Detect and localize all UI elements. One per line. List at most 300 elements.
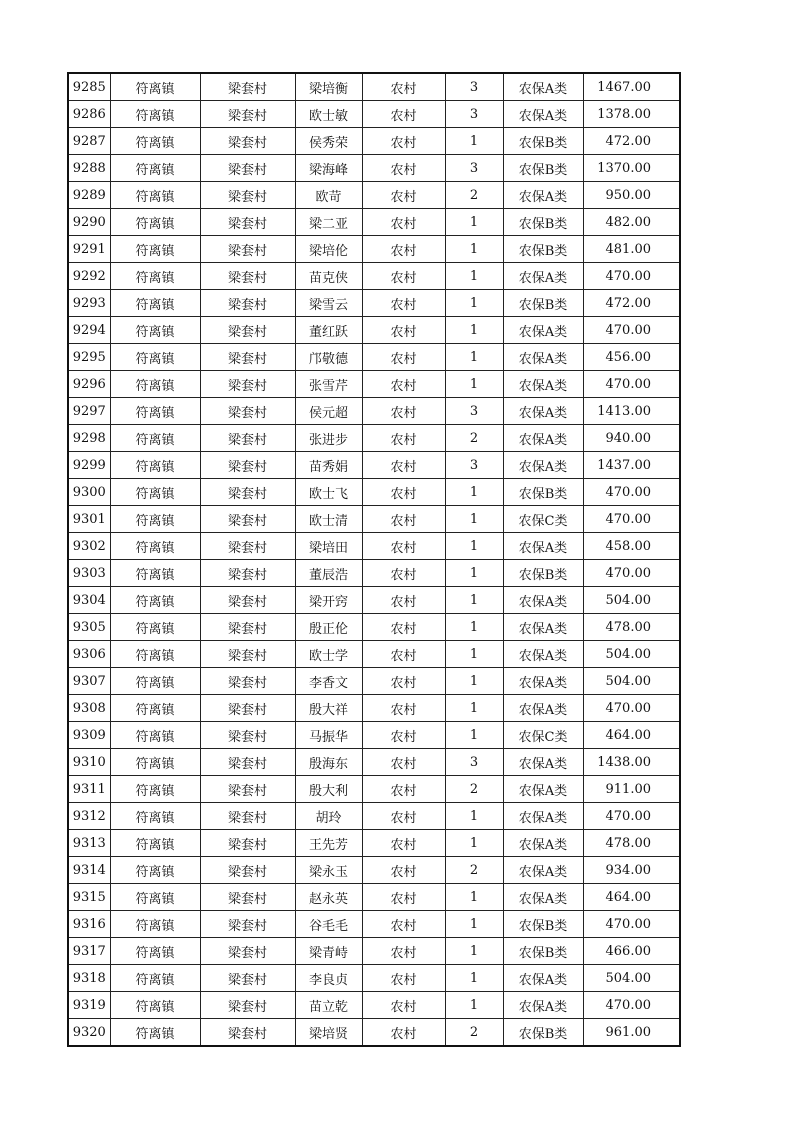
cell-town: 符离镇: [110, 776, 200, 803]
table-row: [68, 884, 680, 911]
cell-town: 符离镇: [110, 641, 200, 668]
cell-town: 符离镇: [110, 398, 200, 425]
cell-id: 9300: [68, 479, 110, 506]
cell-town: 符离镇: [110, 209, 200, 236]
cell-type: 农村: [362, 884, 445, 911]
cell-town: 符离镇: [110, 587, 200, 614]
cell-amount: 1413.00: [583, 398, 680, 425]
cell-amount: 478.00: [583, 614, 680, 641]
cell-village: 梁套村: [200, 344, 295, 371]
cell-count: 3: [445, 749, 503, 776]
cell-type: 农村: [362, 749, 445, 776]
cell-count: 1: [445, 479, 503, 506]
cell-name: 梁雪云: [295, 290, 362, 317]
cell-name: 梁永玉: [295, 857, 362, 884]
cell-amount: 470.00: [583, 317, 680, 344]
table-row: [68, 371, 680, 398]
cell-town: 符离镇: [110, 992, 200, 1019]
cell-count: 2: [445, 182, 503, 209]
cell-name: 李良贞: [295, 965, 362, 992]
cell-amount: 940.00: [583, 425, 680, 452]
table-body: [68, 73, 680, 1046]
cell-town: 符离镇: [110, 1019, 200, 1047]
cell-village: 梁套村: [200, 73, 295, 101]
cell-count: 1: [445, 290, 503, 317]
cell-village: 梁套村: [200, 479, 295, 506]
table-row: [68, 128, 680, 155]
table-row: [68, 155, 680, 182]
cell-name: 苗立乾: [295, 992, 362, 1019]
cell-name: 梁开窍: [295, 587, 362, 614]
cell-name: 殷正伦: [295, 614, 362, 641]
cell-name: 梁青峙: [295, 938, 362, 965]
cell-town: 符离镇: [110, 695, 200, 722]
cell-count: 1: [445, 965, 503, 992]
cell-type: 农村: [362, 479, 445, 506]
cell-village: 梁套村: [200, 830, 295, 857]
cell-amount: 504.00: [583, 587, 680, 614]
cell-amount: 1370.00: [583, 155, 680, 182]
cell-count: 1: [445, 884, 503, 911]
cell-name: 欧士清: [295, 506, 362, 533]
cell-village: 梁套村: [200, 236, 295, 263]
table-row: [68, 1019, 680, 1047]
cell-type: 农村: [362, 236, 445, 263]
cell-category: 农保A类: [503, 182, 583, 209]
cell-category: 农保A类: [503, 857, 583, 884]
cell-id: 9308: [68, 695, 110, 722]
table-row: [68, 830, 680, 857]
table-row: [68, 641, 680, 668]
table-row: [68, 803, 680, 830]
cell-type: 农村: [362, 155, 445, 182]
cell-id: 9294: [68, 317, 110, 344]
cell-town: 符离镇: [110, 182, 200, 209]
cell-type: 农村: [362, 614, 445, 641]
cell-id: 9298: [68, 425, 110, 452]
cell-category: 农保A类: [503, 776, 583, 803]
cell-village: 梁套村: [200, 533, 295, 560]
cell-amount: 1378.00: [583, 101, 680, 128]
cell-category: 农保A类: [503, 344, 583, 371]
cell-type: 农村: [362, 857, 445, 884]
cell-type: 农村: [362, 830, 445, 857]
cell-village: 梁套村: [200, 992, 295, 1019]
cell-id: 9297: [68, 398, 110, 425]
cell-count: 1: [445, 938, 503, 965]
cell-type: 农村: [362, 560, 445, 587]
cell-count: 1: [445, 533, 503, 560]
cell-amount: 464.00: [583, 722, 680, 749]
cell-category: 农保A类: [503, 614, 583, 641]
cell-village: 梁套村: [200, 938, 295, 965]
cell-category: 农保A类: [503, 452, 583, 479]
cell-village: 梁套村: [200, 425, 295, 452]
cell-id: 9305: [68, 614, 110, 641]
cell-count: 1: [445, 236, 503, 263]
cell-amount: 470.00: [583, 479, 680, 506]
table-row: [68, 73, 680, 101]
cell-type: 农村: [362, 938, 445, 965]
cell-village: 梁套村: [200, 155, 295, 182]
table-row: [68, 722, 680, 749]
table-row: [68, 776, 680, 803]
cell-type: 农村: [362, 1019, 445, 1047]
cell-id: 9318: [68, 965, 110, 992]
cell-id: 9296: [68, 371, 110, 398]
cell-amount: 961.00: [583, 1019, 680, 1047]
cell-category: 农保B类: [503, 236, 583, 263]
cell-name: 梁培衡: [295, 73, 362, 101]
cell-town: 符离镇: [110, 290, 200, 317]
cell-name: 谷毛毛: [295, 911, 362, 938]
cell-village: 梁套村: [200, 668, 295, 695]
cell-type: 农村: [362, 641, 445, 668]
cell-count: 1: [445, 587, 503, 614]
cell-type: 农村: [362, 452, 445, 479]
table-row: [68, 317, 680, 344]
cell-category: 农保B类: [503, 911, 583, 938]
cell-category: 农保A类: [503, 533, 583, 560]
cell-village: 梁套村: [200, 290, 295, 317]
cell-id: 9307: [68, 668, 110, 695]
cell-category: 农保A类: [503, 641, 583, 668]
cell-village: 梁套村: [200, 695, 295, 722]
cell-id: 9320: [68, 1019, 110, 1047]
cell-village: 梁套村: [200, 452, 295, 479]
table-row: [68, 668, 680, 695]
table-row: [68, 749, 680, 776]
cell-count: 1: [445, 911, 503, 938]
cell-name: 殷大利: [295, 776, 362, 803]
cell-village: 梁套村: [200, 182, 295, 209]
table-row: [68, 344, 680, 371]
data-table: [67, 72, 681, 1047]
cell-amount: 470.00: [583, 992, 680, 1019]
cell-amount: 1437.00: [583, 452, 680, 479]
cell-category: 农保A类: [503, 398, 583, 425]
cell-category: 农保B类: [503, 209, 583, 236]
cell-town: 符离镇: [110, 884, 200, 911]
table-row: [68, 506, 680, 533]
cell-town: 符离镇: [110, 263, 200, 290]
cell-id: 9292: [68, 263, 110, 290]
cell-town: 符离镇: [110, 344, 200, 371]
cell-count: 1: [445, 668, 503, 695]
cell-amount: 470.00: [583, 371, 680, 398]
table-row: [68, 965, 680, 992]
cell-type: 农村: [362, 101, 445, 128]
cell-type: 农村: [362, 398, 445, 425]
table-row: [68, 398, 680, 425]
table-row: [68, 614, 680, 641]
cell-amount: 1467.00: [583, 73, 680, 101]
cell-village: 梁套村: [200, 722, 295, 749]
cell-count: 3: [445, 452, 503, 479]
cell-town: 符离镇: [110, 857, 200, 884]
cell-name: 梁海峰: [295, 155, 362, 182]
cell-amount: 504.00: [583, 965, 680, 992]
cell-id: 9286: [68, 101, 110, 128]
cell-amount: 911.00: [583, 776, 680, 803]
cell-town: 符离镇: [110, 317, 200, 344]
cell-category: 农保A类: [503, 695, 583, 722]
cell-category: 农保A类: [503, 668, 583, 695]
cell-type: 农村: [362, 317, 445, 344]
cell-amount: 478.00: [583, 830, 680, 857]
cell-type: 农村: [362, 128, 445, 155]
cell-type: 农村: [362, 73, 445, 101]
cell-id: 9315: [68, 884, 110, 911]
cell-category: 农保B类: [503, 290, 583, 317]
cell-name: 侯秀荣: [295, 128, 362, 155]
cell-id: 9303: [68, 560, 110, 587]
cell-amount: 470.00: [583, 803, 680, 830]
cell-village: 梁套村: [200, 965, 295, 992]
cell-village: 梁套村: [200, 209, 295, 236]
cell-id: 9311: [68, 776, 110, 803]
cell-amount: 482.00: [583, 209, 680, 236]
cell-village: 梁套村: [200, 128, 295, 155]
cell-town: 符离镇: [110, 479, 200, 506]
cell-name: 梁二亚: [295, 209, 362, 236]
table-row: [68, 209, 680, 236]
cell-category: 农保A类: [503, 992, 583, 1019]
cell-count: 1: [445, 506, 503, 533]
cell-village: 梁套村: [200, 560, 295, 587]
cell-town: 符离镇: [110, 803, 200, 830]
cell-id: 9306: [68, 641, 110, 668]
cell-id: 9301: [68, 506, 110, 533]
cell-count: 1: [445, 803, 503, 830]
cell-count: 2: [445, 425, 503, 452]
cell-town: 符离镇: [110, 236, 200, 263]
cell-amount: 470.00: [583, 263, 680, 290]
cell-category: 农保B类: [503, 479, 583, 506]
cell-name: 董辰浩: [295, 560, 362, 587]
cell-type: 农村: [362, 371, 445, 398]
cell-village: 梁套村: [200, 641, 295, 668]
table-row: [68, 533, 680, 560]
cell-amount: 1438.00: [583, 749, 680, 776]
cell-amount: 472.00: [583, 128, 680, 155]
cell-category: 农保A类: [503, 73, 583, 101]
cell-id: 9312: [68, 803, 110, 830]
cell-id: 9319: [68, 992, 110, 1019]
cell-name: 梁培田: [295, 533, 362, 560]
cell-amount: 470.00: [583, 695, 680, 722]
cell-category: 农保A类: [503, 803, 583, 830]
cell-category: 农保A类: [503, 749, 583, 776]
cell-name: 欧士飞: [295, 479, 362, 506]
cell-village: 梁套村: [200, 776, 295, 803]
cell-category: 农保A类: [503, 371, 583, 398]
cell-count: 1: [445, 695, 503, 722]
cell-name: 马振华: [295, 722, 362, 749]
cell-id: 9290: [68, 209, 110, 236]
cell-id: 9299: [68, 452, 110, 479]
table-row: [68, 236, 680, 263]
cell-count: 2: [445, 1019, 503, 1047]
table-row: [68, 587, 680, 614]
cell-type: 农村: [362, 533, 445, 560]
table-row: [68, 992, 680, 1019]
cell-count: 2: [445, 776, 503, 803]
cell-type: 农村: [362, 209, 445, 236]
cell-id: 9291: [68, 236, 110, 263]
cell-id: 9287: [68, 128, 110, 155]
cell-amount: 481.00: [583, 236, 680, 263]
cell-name: 董红跃: [295, 317, 362, 344]
cell-village: 梁套村: [200, 1019, 295, 1047]
cell-village: 梁套村: [200, 506, 295, 533]
cell-count: 1: [445, 263, 503, 290]
cell-town: 符离镇: [110, 722, 200, 749]
cell-town: 符离镇: [110, 668, 200, 695]
cell-amount: 456.00: [583, 344, 680, 371]
table-row: [68, 263, 680, 290]
cell-type: 农村: [362, 182, 445, 209]
cell-name: 张进步: [295, 425, 362, 452]
cell-count: 1: [445, 317, 503, 344]
cell-id: 9293: [68, 290, 110, 317]
cell-count: 1: [445, 992, 503, 1019]
cell-count: 1: [445, 344, 503, 371]
cell-count: 1: [445, 128, 503, 155]
cell-town: 符离镇: [110, 614, 200, 641]
table-row: [68, 182, 680, 209]
cell-amount: 458.00: [583, 533, 680, 560]
cell-amount: 470.00: [583, 506, 680, 533]
cell-category: 农保A类: [503, 965, 583, 992]
cell-id: 9295: [68, 344, 110, 371]
cell-amount: 504.00: [583, 641, 680, 668]
cell-type: 农村: [362, 776, 445, 803]
cell-name: 邝敬德: [295, 344, 362, 371]
cell-village: 梁套村: [200, 803, 295, 830]
table-row: [68, 938, 680, 965]
table-row: [68, 911, 680, 938]
cell-count: 1: [445, 209, 503, 236]
cell-name: 殷大祥: [295, 695, 362, 722]
cell-town: 符离镇: [110, 911, 200, 938]
cell-count: 1: [445, 371, 503, 398]
cell-town: 符离镇: [110, 965, 200, 992]
cell-category: 农保B类: [503, 128, 583, 155]
cell-category: 农保C类: [503, 722, 583, 749]
cell-category: 农保A类: [503, 101, 583, 128]
cell-town: 符离镇: [110, 506, 200, 533]
cell-village: 梁套村: [200, 614, 295, 641]
cell-amount: 470.00: [583, 560, 680, 587]
cell-name: 殷海东: [295, 749, 362, 776]
cell-name: 梁培伦: [295, 236, 362, 263]
cell-category: 农保A类: [503, 425, 583, 452]
cell-amount: 950.00: [583, 182, 680, 209]
cell-category: 农保B类: [503, 155, 583, 182]
cell-category: 农保B类: [503, 560, 583, 587]
cell-count: 1: [445, 560, 503, 587]
cell-town: 符离镇: [110, 533, 200, 560]
cell-count: 3: [445, 398, 503, 425]
cell-count: 1: [445, 830, 503, 857]
cell-category: 农保A类: [503, 884, 583, 911]
cell-type: 农村: [362, 263, 445, 290]
cell-name: 苗克侠: [295, 263, 362, 290]
cell-name: 欧士敏: [295, 101, 362, 128]
cell-count: 3: [445, 73, 503, 101]
cell-town: 符离镇: [110, 452, 200, 479]
table-row: [68, 290, 680, 317]
cell-town: 符离镇: [110, 425, 200, 452]
cell-id: 9288: [68, 155, 110, 182]
cell-name: 赵永英: [295, 884, 362, 911]
cell-town: 符离镇: [110, 749, 200, 776]
table-row: [68, 560, 680, 587]
cell-id: 9302: [68, 533, 110, 560]
cell-type: 农村: [362, 965, 445, 992]
cell-id: 9317: [68, 938, 110, 965]
cell-name: 张雪芹: [295, 371, 362, 398]
cell-id: 9316: [68, 911, 110, 938]
cell-town: 符离镇: [110, 155, 200, 182]
cell-type: 农村: [362, 587, 445, 614]
cell-count: 1: [445, 641, 503, 668]
table-row: [68, 425, 680, 452]
cell-type: 农村: [362, 803, 445, 830]
cell-count: 1: [445, 722, 503, 749]
cell-town: 符离镇: [110, 128, 200, 155]
cell-village: 梁套村: [200, 857, 295, 884]
cell-village: 梁套村: [200, 317, 295, 344]
cell-category: 农保A类: [503, 317, 583, 344]
cell-village: 梁套村: [200, 371, 295, 398]
cell-id: 9289: [68, 182, 110, 209]
cell-count: 1: [445, 614, 503, 641]
cell-name: 梁培贤: [295, 1019, 362, 1047]
cell-village: 梁套村: [200, 101, 295, 128]
cell-village: 梁套村: [200, 398, 295, 425]
table-row: [68, 479, 680, 506]
cell-town: 符离镇: [110, 938, 200, 965]
cell-category: 农保A类: [503, 587, 583, 614]
cell-village: 梁套村: [200, 587, 295, 614]
cell-id: 9313: [68, 830, 110, 857]
cell-amount: 470.00: [583, 911, 680, 938]
cell-category: 农保B类: [503, 1019, 583, 1047]
cell-id: 9285: [68, 73, 110, 101]
cell-count: 3: [445, 155, 503, 182]
cell-id: 9310: [68, 749, 110, 776]
cell-name: 李香文: [295, 668, 362, 695]
cell-id: 9314: [68, 857, 110, 884]
cell-category: 农保B类: [503, 938, 583, 965]
cell-village: 梁套村: [200, 749, 295, 776]
cell-type: 农村: [362, 290, 445, 317]
cell-town: 符离镇: [110, 830, 200, 857]
cell-town: 符离镇: [110, 73, 200, 101]
cell-category: 农保A类: [503, 830, 583, 857]
cell-type: 农村: [362, 722, 445, 749]
cell-amount: 464.00: [583, 884, 680, 911]
cell-village: 梁套村: [200, 911, 295, 938]
table-row: [68, 857, 680, 884]
cell-category: 农保C类: [503, 506, 583, 533]
table-row: [68, 695, 680, 722]
cell-amount: 504.00: [583, 668, 680, 695]
cell-category: 农保A类: [503, 263, 583, 290]
cell-name: 胡玲: [295, 803, 362, 830]
